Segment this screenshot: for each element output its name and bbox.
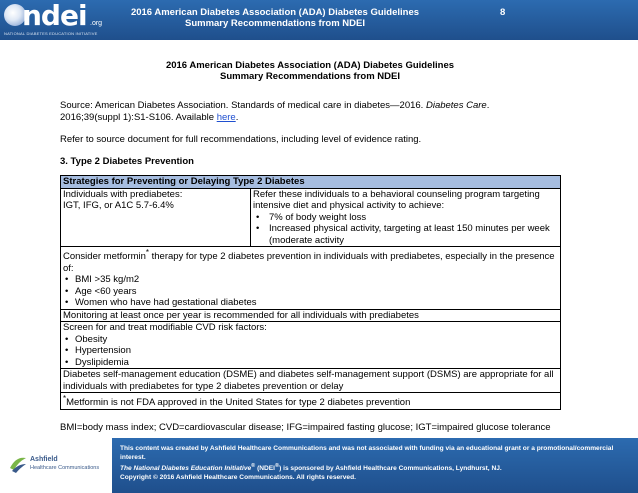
table-header: Strategies for Preventing or Delaying Type 2 Diabetes <box>61 176 561 189</box>
prediabetes-criteria-cell <box>61 188 251 247</box>
table-row <box>61 369 561 393</box>
table-header-row <box>61 176 561 189</box>
table-row <box>61 393 561 410</box>
metformin-intro-b: therapy for type 2 diabetes prevention in individuals with prediabetes, especially in the presence of: <box>63 251 555 274</box>
list-item: • 7% of body weight loss <box>269 212 558 224</box>
footer-bar <box>112 438 638 493</box>
metformin-intro-a: Consider metformin <box>63 251 146 263</box>
counseling-bullets <box>253 212 558 247</box>
document-title-line2: Summary Recommendations from NDEI <box>219 71 400 82</box>
abbreviations: BMI=body mass index; CVD=cardiovascular disease; IFG=impaired fasting glucose; IGT=impaired glucose tolerance <box>60 421 551 433</box>
list-item: • BMI >35 kg/m2 <box>75 274 558 286</box>
footer-line2-c: ) is sponsored by Ashfield Healthcare Communications, Lyndhurst, NJ. <box>279 465 502 473</box>
footnote-marker: * <box>63 394 67 404</box>
list-item: • Dyslipidemia <box>75 357 558 369</box>
dsme-cell: Diabetes self-management education (DSME) and diabetes self-management support (DSMS) are appropriate for all individuals with prediabetes for type 2 diabetes prevention or delay <box>61 369 561 393</box>
criteria-line2: IGT, IFG, or A1C 5.7-6.4% <box>63 200 174 211</box>
ashfield-logo <box>0 438 112 493</box>
section-heading: 3. Type 2 Diabetes Prevention <box>60 156 194 167</box>
header-bar <box>0 0 638 40</box>
list-item: • Obesity <box>75 334 558 346</box>
list-item: • Age <60 years <box>75 286 558 298</box>
document-title-line1: 2016 American Diabetes Association (ADA) Diabetes Guidelines <box>165 60 455 71</box>
footnote-cell <box>61 393 561 410</box>
counseling-intro: Refer these individuals to a behavioral counseling program targeting intensive diet and physical activity to achieve: <box>253 188 540 211</box>
table-row <box>61 188 561 247</box>
brand-line1: Ashfield <box>30 456 58 463</box>
document-body <box>60 60 560 434</box>
page-number: 8 <box>500 7 506 18</box>
counseling-cell <box>251 188 561 247</box>
source-journal: Diabetes Care <box>425 100 487 111</box>
criteria-line1: Individuals with prediabetes: <box>63 188 183 200</box>
footer-line2-b: (NDEI <box>255 465 276 473</box>
footnote-text: Metformin is not FDA approved in the United States for type 2 diabetes prevention <box>66 397 411 409</box>
footer <box>0 438 638 493</box>
cvd-cell <box>61 322 561 369</box>
monitoring-cell: Monitoring at least once per year is recommended for all individuals with prediabetes <box>61 309 561 322</box>
refer-note: Refer to source document for full recommendations, including level of evidence rating. <box>60 134 422 145</box>
ndei-logo <box>0 0 112 40</box>
registered-mark: ® <box>275 463 280 469</box>
table-row <box>61 322 561 369</box>
ashfield-mark-icon <box>8 454 28 474</box>
metformin-cell <box>61 247 561 310</box>
source-line2: 2016;39(suppl 1):S1-S106. Available <box>60 112 217 123</box>
list-item: • Women who have had gestational diabetes <box>75 297 558 309</box>
source-link[interactable]: here <box>216 112 236 123</box>
cvd-bullets <box>63 334 558 369</box>
source-citation <box>60 100 560 124</box>
table-row <box>61 247 561 310</box>
list-item: • Increased physical activity, targeting at least 150 minutes per week (moderate activity <box>269 223 558 246</box>
logo-subtitle: NATIONAL DIABETES EDUCATION INITIATIVE <box>4 31 98 36</box>
list-item: • Hypertension <box>75 345 558 357</box>
footnote-marker: * <box>145 248 149 257</box>
footer-line1: This content was created by Ashfield Healthcare Communications and was not associated with funding via an educational grant or a promotional/commercial interest. <box>120 445 614 461</box>
footer-line2 <box>120 462 630 473</box>
header-title <box>120 7 430 29</box>
brand-line2: Healthcare Communications <box>30 465 100 471</box>
source-end: . <box>235 112 239 123</box>
logo-org: .org <box>90 20 103 27</box>
table-row <box>61 309 561 322</box>
header-title-line1: 2016 American Diabetes Association (ADA) Diabetes Guidelines <box>130 7 420 18</box>
recommendations-table <box>60 175 561 410</box>
metformin-intro <box>63 247 558 274</box>
document-title <box>60 60 560 82</box>
cvd-intro: Screen for and treat modifiable CVD risk factors: <box>63 322 267 334</box>
logo-text: ndei <box>22 0 87 32</box>
source-prefix: Source: American Diabetes Association. Standards of medical care in diabetes—2016. <box>60 100 426 111</box>
header-title-line2: Summary Recommendations from NDEI <box>184 18 365 29</box>
footer-line2-a: The National Diabetes Education Initiative <box>120 465 252 473</box>
registered-mark: ® <box>251 463 256 469</box>
source-suffix: . <box>486 100 490 111</box>
footer-text <box>120 444 630 482</box>
metformin-bullets <box>63 274 558 309</box>
footer-line3: Copyright © 2016 Ashfield Healthcare Communications. All rights reserved. <box>120 474 356 482</box>
